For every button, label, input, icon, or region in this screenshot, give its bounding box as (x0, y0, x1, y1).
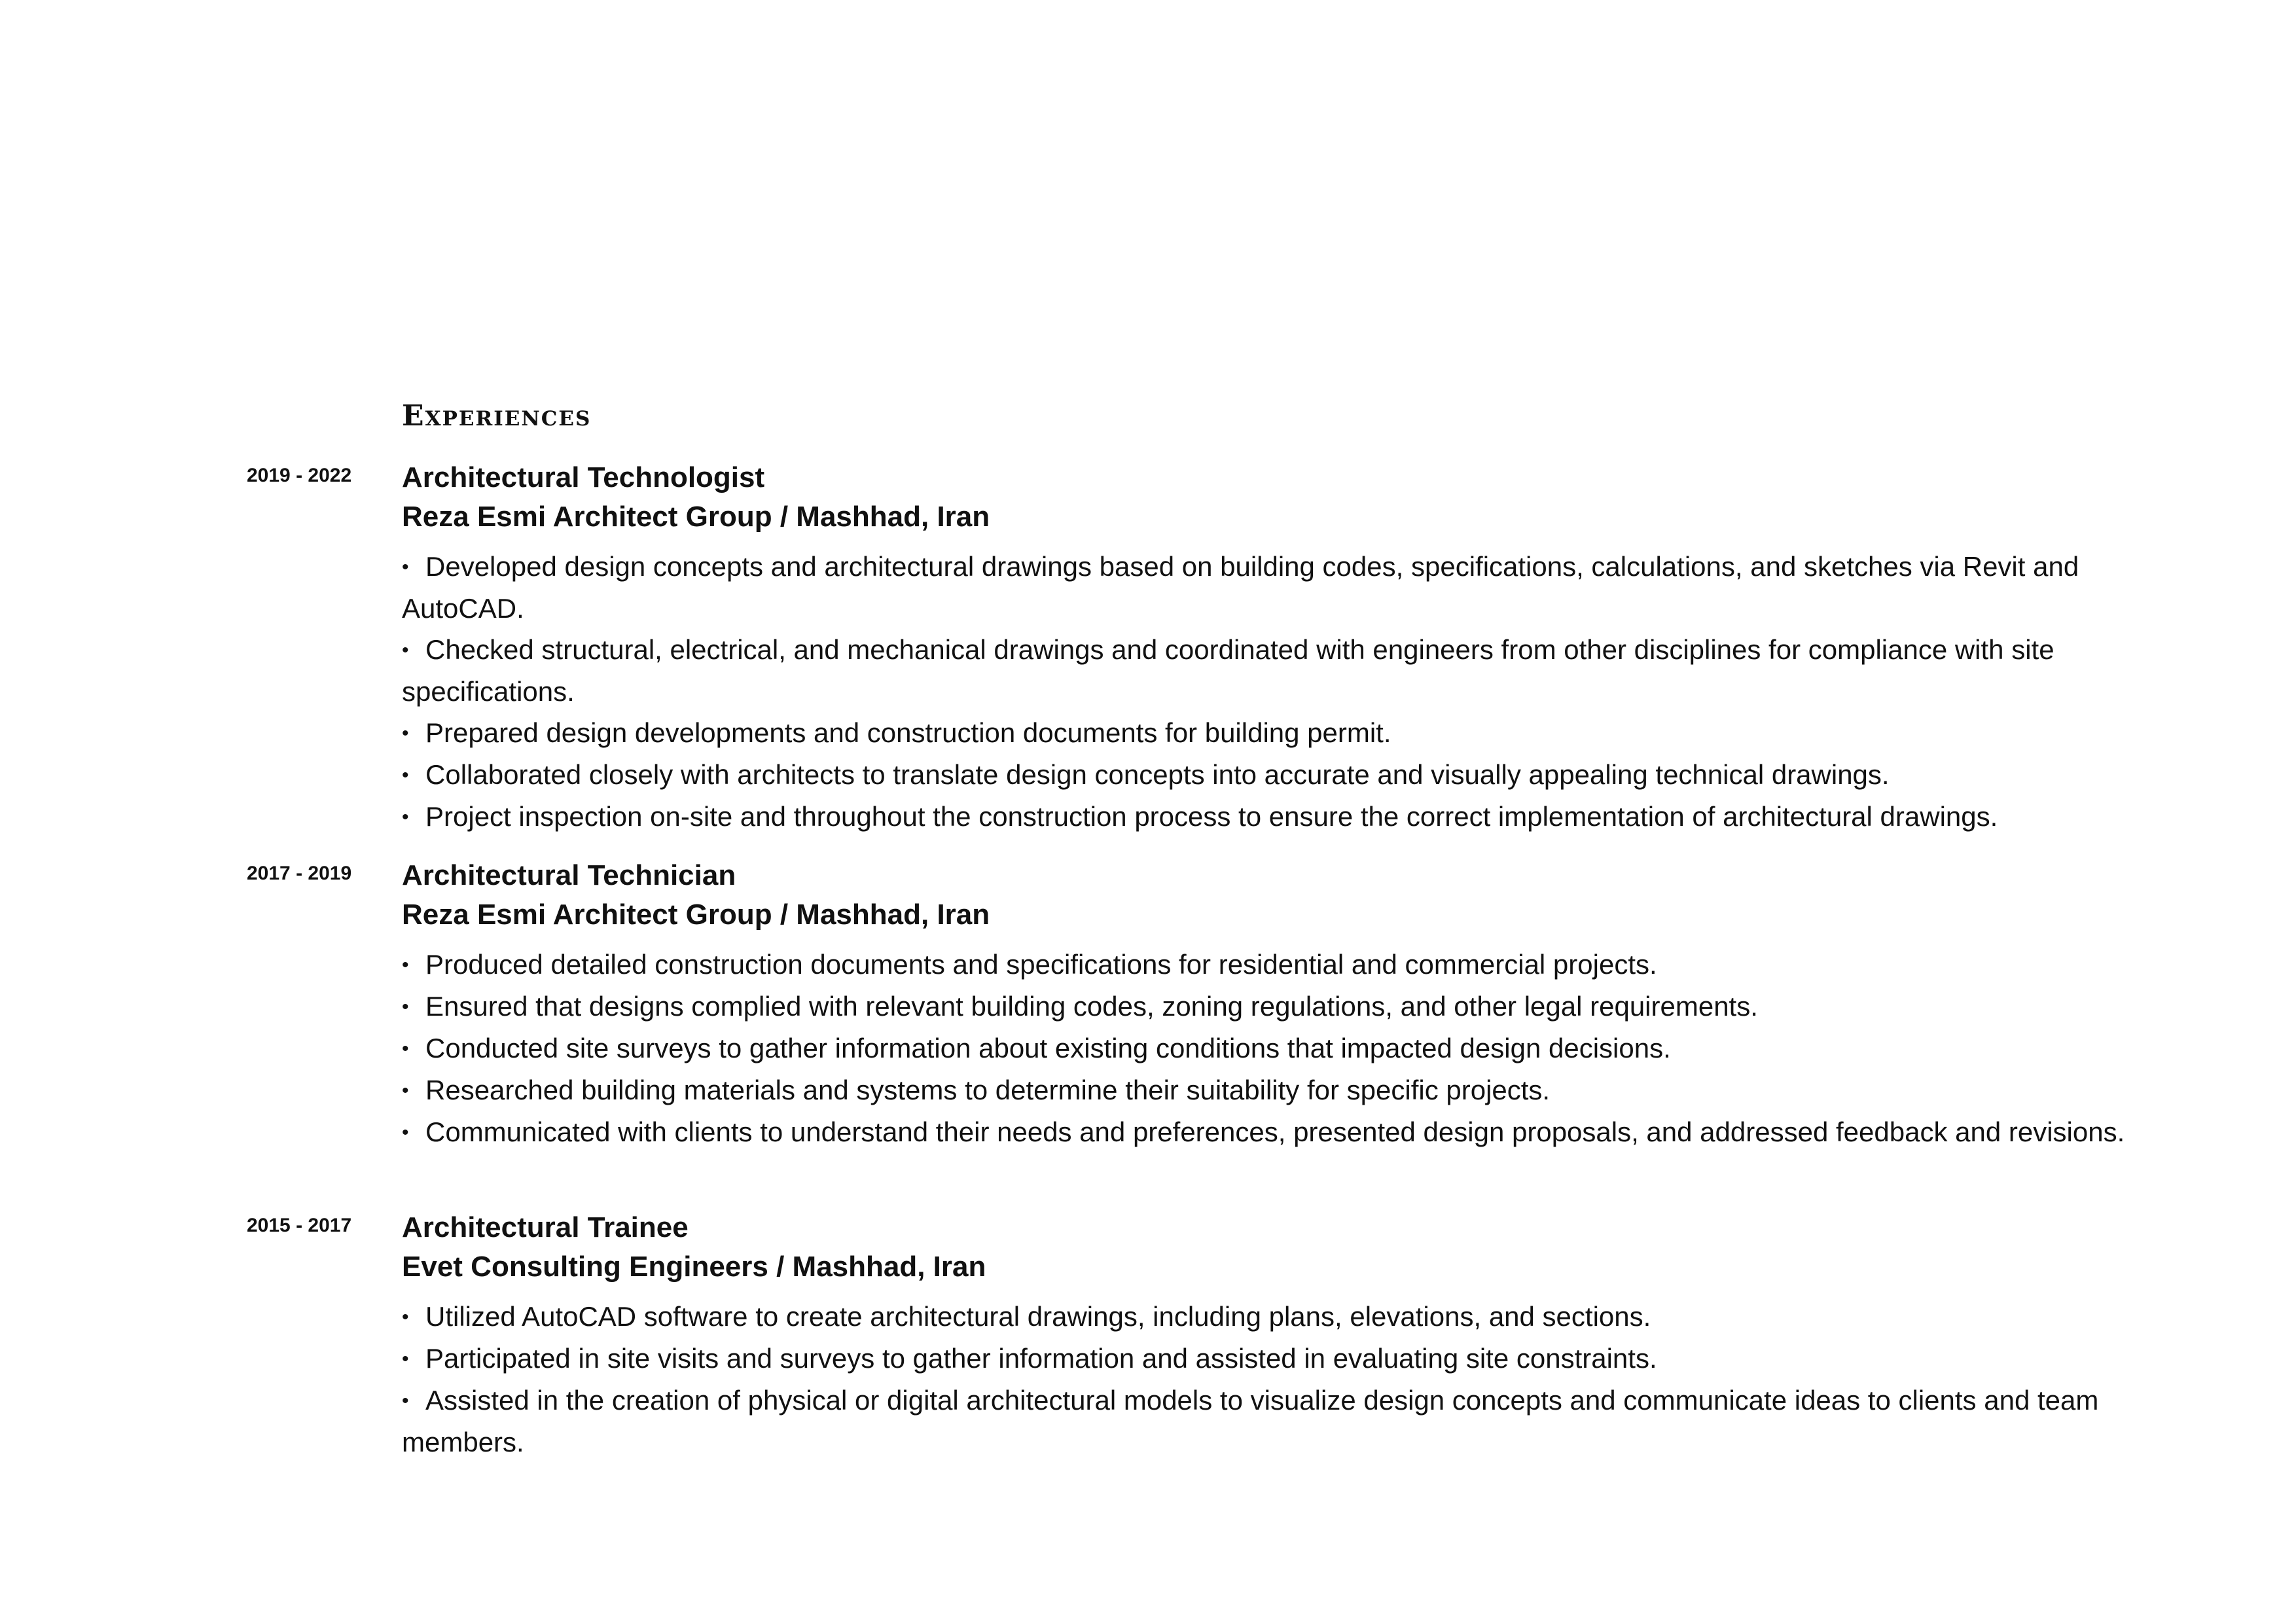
responsibility-item (402, 986, 2130, 1027)
responsibility-text: Produced detailed construction documents and specifications for residential and commercial projects. (425, 949, 1657, 980)
bullet-icon: • (402, 1306, 409, 1328)
bullet-icon: • (402, 639, 409, 661)
bullet-icon: • (402, 996, 409, 1018)
responsibility-item (402, 1027, 2130, 1069)
experience-dates: 2015 - 2017 (247, 1215, 352, 1236)
responsibility-item (402, 712, 2130, 754)
bullet-icon: • (402, 1038, 409, 1060)
responsibility-item (402, 944, 2130, 986)
responsibility-text: Utilized AutoCAD software to create architectural drawings, including plans, elevations, and sections. (425, 1301, 1651, 1332)
company-location: Reza Esmi Architect Group / Mashhad, Iran (402, 899, 990, 931)
responsibility-item (402, 1296, 2130, 1338)
bullet-icon: • (402, 806, 409, 828)
job-title: Architectural Technician (402, 859, 736, 891)
responsibility-text: Developed design concepts and architectural drawings based on building codes, specifications, calculations, and sketches via Revit and AutoCAD. (402, 551, 2079, 624)
responsibility-text: Researched building materials and systems to determine their suitability for specific projects. (425, 1075, 1551, 1105)
experience-content (402, 856, 2130, 1153)
bullet-icon: • (402, 1348, 409, 1370)
job-title: Architectural Technologist (402, 461, 765, 493)
experience-content (402, 1208, 2130, 1463)
experience-content (402, 458, 2130, 838)
responsibility-text: Project inspection on-site and throughout the construction process to ensure the correct implementation of architectural drawings. (425, 801, 1998, 832)
bullet-icon: • (402, 556, 409, 578)
responsibility-text: Checked structural, electrical, and mechanical drawings and coordinated with engineers from other disciplines for compliance with site specifications. (402, 634, 2054, 707)
responsibility-item (402, 1338, 2130, 1380)
responsibility-text: Prepared design developments and construction documents for building permit. (425, 717, 1391, 748)
section-title: Experiences (402, 399, 592, 433)
company-location: Evet Consulting Engineers / Mashhad, Iran (402, 1251, 986, 1283)
responsibility-text: Ensured that designs complied with relevant building codes, zoning regulations, and other legal requirements. (425, 991, 1758, 1022)
experience-dates: 2019 - 2022 (247, 465, 352, 486)
responsibility-text: Assisted in the creation of physical or digital architectural models to visualize design concepts and communicate ideas to clients and team members. (402, 1385, 2099, 1457)
bullet-icon: • (402, 1390, 409, 1412)
company-location: Reza Esmi Architect Group / Mashhad, Iran (402, 501, 990, 533)
responsibility-item (402, 754, 2130, 796)
responsibility-item (402, 546, 2130, 629)
responsibility-item (402, 629, 2130, 712)
bullet-icon: • (402, 954, 409, 976)
responsibility-item (402, 796, 2130, 838)
bullet-icon: • (402, 722, 409, 744)
responsibility-list (402, 944, 2130, 1153)
responsibility-text: Participated in site visits and surveys to gather information and assisted in evaluating site constraints. (425, 1343, 1657, 1374)
experience-dates: 2017 - 2019 (247, 863, 352, 884)
bullet-icon: • (402, 764, 409, 786)
responsibility-list (402, 1296, 2130, 1463)
bullet-icon: • (402, 1122, 409, 1143)
responsibility-item (402, 1380, 2130, 1463)
responsibility-text: Collaborated closely with architects to translate design concepts into accurate and visually appealing technical drawings. (425, 759, 1890, 790)
responsibility-text: Communicated with clients to understand their needs and preferences, presented design proposals, and addressed feedback and revisions. (425, 1116, 2125, 1147)
bullet-icon: • (402, 1080, 409, 1101)
responsibility-text: Conducted site surveys to gather information about existing conditions that impacted design decisions. (425, 1033, 1671, 1063)
responsibility-item (402, 1111, 2130, 1153)
responsibility-list (402, 546, 2130, 838)
job-title: Architectural Trainee (402, 1211, 689, 1243)
responsibility-item (402, 1069, 2130, 1111)
